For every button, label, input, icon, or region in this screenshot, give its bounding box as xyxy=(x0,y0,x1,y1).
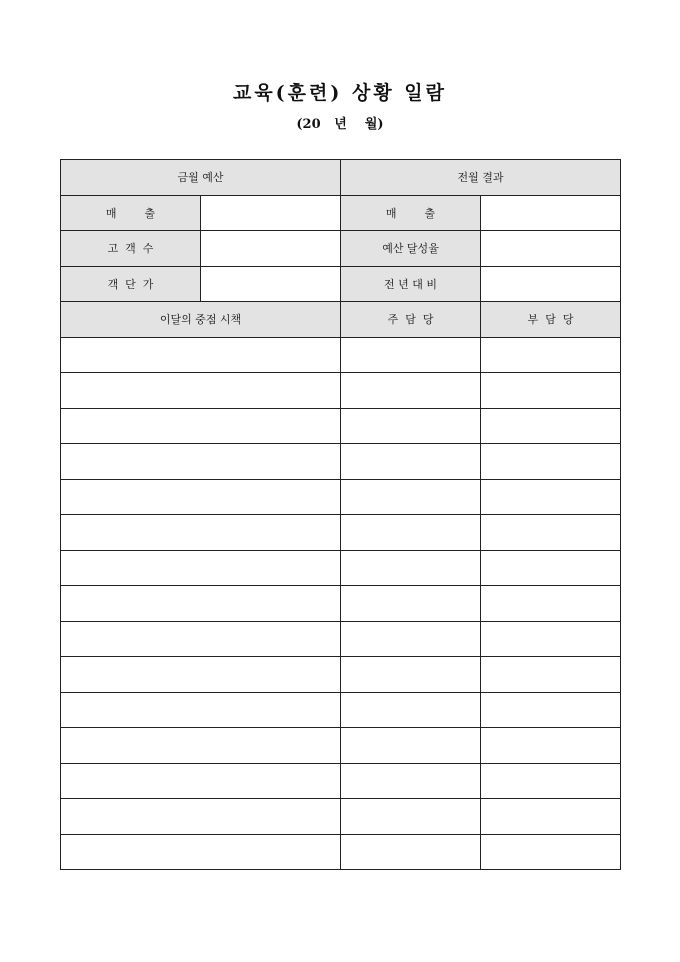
main-person-cell[interactable] xyxy=(341,408,481,444)
main-person-cell[interactable] xyxy=(341,479,481,515)
customers-value-cell[interactable] xyxy=(201,231,341,267)
sub-person-cell[interactable] xyxy=(481,550,621,586)
sales-result-label: 매 출 xyxy=(341,195,481,231)
sales-value-cell[interactable] xyxy=(201,195,341,231)
table-row xyxy=(61,337,621,373)
budget-header: 금월 예산 xyxy=(61,160,341,196)
main-person-cell[interactable] xyxy=(341,834,481,870)
sub-person-cell[interactable] xyxy=(481,337,621,373)
table-row xyxy=(61,373,621,409)
measures-header-row xyxy=(61,302,621,338)
table-row xyxy=(61,586,621,622)
yoy-label: 전 년 대 비 xyxy=(341,266,481,302)
measure-cell[interactable] xyxy=(61,373,341,409)
main-person-cell[interactable] xyxy=(341,550,481,586)
measure-cell[interactable] xyxy=(61,692,341,728)
table-row xyxy=(61,550,621,586)
status-table xyxy=(60,159,621,870)
sub-person-cell[interactable] xyxy=(481,515,621,551)
measure-cell[interactable] xyxy=(61,550,341,586)
main-person-cell[interactable] xyxy=(341,586,481,622)
customers-label: 고 객 수 xyxy=(61,231,201,267)
measure-cell[interactable] xyxy=(61,337,341,373)
main-person-cell[interactable] xyxy=(341,799,481,835)
table-row xyxy=(61,479,621,515)
unit-price-label: 객 단 가 xyxy=(61,266,201,302)
measure-cell[interactable] xyxy=(61,444,341,480)
sub-person-cell[interactable] xyxy=(481,621,621,657)
measure-cell[interactable] xyxy=(61,408,341,444)
document-period: (20 년 월) xyxy=(296,117,384,132)
table-header-row xyxy=(61,160,621,196)
measure-cell[interactable] xyxy=(61,479,341,515)
achievement-label: 예산 달성율 xyxy=(341,231,481,267)
sales-label: 매 출 xyxy=(61,195,201,231)
table-row xyxy=(61,799,621,835)
measure-cell[interactable] xyxy=(61,763,341,799)
main-person-cell[interactable] xyxy=(341,337,481,373)
table-row xyxy=(61,266,621,302)
table-row xyxy=(61,728,621,764)
table-row xyxy=(61,834,621,870)
table-row xyxy=(61,763,621,799)
table-row xyxy=(61,692,621,728)
sub-person-cell[interactable] xyxy=(481,834,621,870)
sub-person-cell[interactable] xyxy=(481,728,621,764)
main-person-cell[interactable] xyxy=(341,728,481,764)
achievement-value-cell[interactable] xyxy=(481,231,621,267)
sub-person-cell[interactable] xyxy=(481,373,621,409)
main-person-cell[interactable] xyxy=(341,692,481,728)
measure-cell[interactable] xyxy=(61,834,341,870)
measure-cell[interactable] xyxy=(61,657,341,693)
sub-person-cell[interactable] xyxy=(481,408,621,444)
yoy-value-cell[interactable] xyxy=(481,266,621,302)
document-title: 교육(훈련) 상황 일람 xyxy=(232,82,448,104)
sub-person-header: 부 담 당 xyxy=(481,302,621,338)
measures-header: 이달의 중점 시책 xyxy=(61,302,341,338)
sub-person-cell[interactable] xyxy=(481,657,621,693)
measure-cell[interactable] xyxy=(61,799,341,835)
sub-person-cell[interactable] xyxy=(481,692,621,728)
measure-cell[interactable] xyxy=(61,586,341,622)
measure-cell[interactable] xyxy=(61,621,341,657)
measure-cell[interactable] xyxy=(61,515,341,551)
sub-person-cell[interactable] xyxy=(481,799,621,835)
main-person-cell[interactable] xyxy=(341,444,481,480)
sub-person-cell[interactable] xyxy=(481,763,621,799)
result-header: 전월 결과 xyxy=(341,160,621,196)
sub-person-cell[interactable] xyxy=(481,479,621,515)
main-person-header: 주 담 당 xyxy=(341,302,481,338)
unit-price-value-cell[interactable] xyxy=(201,266,341,302)
sales-result-value-cell[interactable] xyxy=(481,195,621,231)
main-person-cell[interactable] xyxy=(341,621,481,657)
main-person-cell[interactable] xyxy=(341,515,481,551)
measure-cell[interactable] xyxy=(61,728,341,764)
table-row xyxy=(61,195,621,231)
table-row xyxy=(61,657,621,693)
table-row xyxy=(61,621,621,657)
table-row xyxy=(61,515,621,551)
table-row xyxy=(61,408,621,444)
main-person-cell[interactable] xyxy=(341,657,481,693)
main-person-cell[interactable] xyxy=(341,373,481,409)
table-row xyxy=(61,444,621,480)
main-person-cell[interactable] xyxy=(341,763,481,799)
sub-person-cell[interactable] xyxy=(481,444,621,480)
sub-person-cell[interactable] xyxy=(481,586,621,622)
table-row xyxy=(61,231,621,267)
